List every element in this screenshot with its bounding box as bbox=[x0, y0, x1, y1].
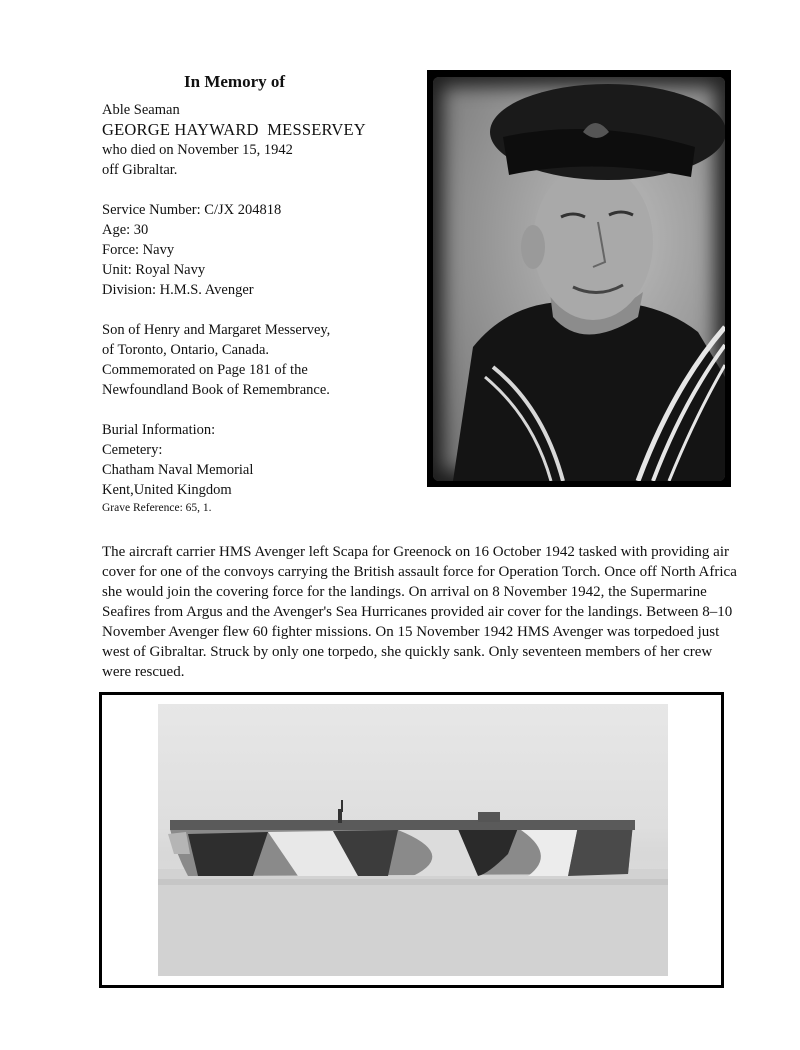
person-name: GEORGE HAYWARD MESSERVEY bbox=[102, 120, 366, 139]
memorial-details bbox=[102, 100, 422, 516]
division: Division: H.M.S. Avenger bbox=[102, 282, 254, 298]
history-text: The aircraft carrier HMS Avenger left Scapa for Greenock on 16 October 1942 tasked with providing air cover for one of the convoys carrying the British assault force for Operation Torch. Once off North Africa she would join the covering force for the landings. On arrival on 8 November 1942, the Supermarine Seafires from Argus and the Avenger's Sea Hurricanes provided air cover for the landings. Between 8–10 November Avenger flew 60 fighter missions. On 15 November 1942 HMS Avenger was torpedoed just west of Gibraltar. Struck by only one torpedo, she quickly sank. Only seventeen members of her crew were rescued. bbox=[102, 544, 737, 680]
aircraft-carrier-image bbox=[158, 704, 668, 976]
age: Age: 30 bbox=[102, 222, 149, 238]
unit: Unit: Royal Navy bbox=[102, 262, 206, 278]
service-number: Service Number: C/JX 204818 bbox=[102, 202, 282, 218]
rank: Able Seaman bbox=[102, 102, 180, 118]
ship-photo bbox=[158, 704, 668, 976]
grave-reference: Grave Reference: 65, 1. bbox=[102, 502, 212, 514]
memorial-name: Chatham Naval Memorial bbox=[102, 462, 254, 478]
sailor-portrait-image bbox=[433, 77, 725, 481]
ship-photo-frame bbox=[99, 692, 724, 988]
portrait-photo bbox=[427, 70, 731, 487]
death-place: off Gibraltar. bbox=[102, 162, 178, 178]
family-line-2: of Toronto, Ontario, Canada. bbox=[102, 342, 270, 358]
force: Force: Navy bbox=[102, 242, 175, 258]
family-line-3: Commemorated on Page 181 of the bbox=[102, 362, 308, 378]
death-date: who died on November 15, 1942 bbox=[102, 142, 293, 158]
page-title: In Memory of bbox=[184, 72, 286, 91]
family-line-4: Newfoundland Book of Remembrance. bbox=[102, 382, 330, 398]
burial-location: Kent,United Kingdom bbox=[102, 482, 232, 498]
cemetery-label: Cemetery: bbox=[102, 442, 163, 458]
history-paragraph bbox=[102, 542, 742, 682]
burial-heading: Burial Information: bbox=[102, 422, 216, 438]
family-line-1: Son of Henry and Margaret Messervey, bbox=[102, 322, 331, 338]
